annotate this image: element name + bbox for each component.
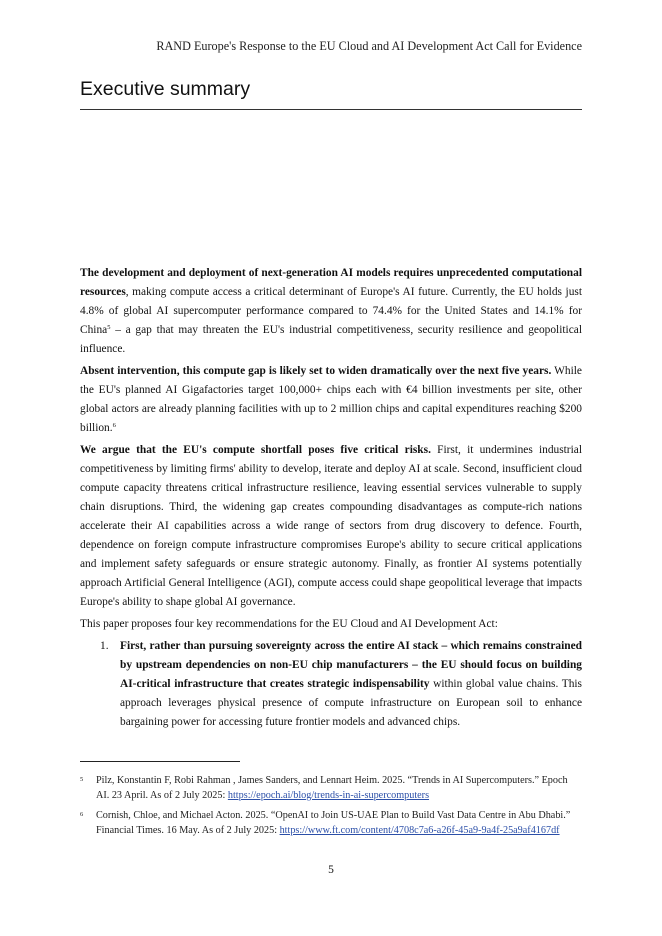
paragraph-text: First, it undermines industrial competitiveness by limiting firms' ability to develop, iterate and deploy AI at scale. Second, insufficient cloud compute capacity threatens critical infrastructure resilience, leaving essential services vulnerable to supply chain disruptions. Third, the widening gap creates compounding disadvantages as compute-rich nations accelerate their AI capabilities across a wide range of sectors from drug discovery to defence. Fourth, dependence on foreign compute infrastructure compromises Europe's ability to secure critical applications and implement safety safeguards or ensure strategic autonomy. Finally, as frontier AI systems potentially approach Artificial General Intelligence (AGI), compute access could shape geopolitical leverage that impacts Europe's ability to shape global AI governance. — [80, 444, 582, 608]
paragraph-lead: We argue that the EU's compute shortfall poses five critical risks. — [80, 444, 431, 456]
footnote-text: Cornish, Chloe, and Michael Acton. 2025. “OpenAI to Join US-UAE Plan to Build Vast Data Centre in Abu Dhabi.” Financial Times. 16 May. As of 2 July 2025: — [96, 810, 571, 836]
title-divider — [80, 109, 582, 110]
recommendations-intro: This paper proposes four key recommendations for the EU Cloud and AI Development Act: — [80, 618, 498, 630]
paragraph-lead: The development and deployment of next-generation AI models requires unprecedented computational resources — [80, 267, 582, 298]
footnotes — [80, 773, 582, 843]
footnote-5 — [80, 773, 582, 803]
footnote-text: Pilz, Konstantin F, Robi Rahman , James Sanders, and Lennart Heim. 2025. “Trends in AI Supercomputers.” Epoch AI. 23 April. As of 2 July 2025: — [96, 775, 568, 801]
footnote-divider — [80, 761, 240, 762]
paragraph-critical-risks — [80, 441, 582, 612]
recommendations-list — [80, 637, 582, 732]
paragraph-text: , making compute access a critical determinant of Europe's AI future. Currently, the EU holds just 4.8% of global AI supercomputer performance compared to 74.4% for the United States and 14.1% for China — [80, 286, 582, 336]
recommendation-text: within global value chains. This approach leverages physical presence of compute infrastructure on European soil to enhance bargaining power for accessing future frontier models and advanced chips. — [120, 678, 582, 728]
paragraph-text: While the EU's planned AI Gigafactories target 100,000+ chips each with €4 billion investments per site, other global actors are already planning facilities with up to 2 million chips and capital expenditures reaching $200 billion. — [80, 365, 582, 434]
footnote-number: 6 — [80, 811, 84, 818]
paragraph-lead: Absent intervention, this compute gap is likely set to widen dramatically over the next five years. — [80, 365, 552, 377]
footnote-link[interactable]: https://www.ft.com/content/4708c7a6-a26f-45a9-9a4f-25a9af4167df — [279, 825, 560, 836]
recommendation-item — [80, 637, 582, 732]
footnote-link[interactable]: https://epoch.ai/blog/trends-in-ai-supercomputers — [227, 790, 430, 801]
page-number: 5 — [328, 864, 334, 876]
footnote-ref-5[interactable]: 5 — [107, 324, 111, 331]
page-title: Executive summary — [80, 78, 251, 100]
footnote-6 — [80, 808, 582, 838]
paragraph-compute-resources — [80, 264, 582, 359]
paragraph-compute-gap — [80, 362, 582, 438]
paragraph-text: – a gap that may threaten the EU's industrial competitiveness, security resilience and geopolitical influence. — [80, 324, 582, 355]
recommendation-lead: First, rather than pursuing sovereignty across the entire AI stack – which remains constrained by upstream dependencies on non-EU chip manufacturers – the EU should focus on building AI-critical infrastructure that creates strategic indispensability — [120, 640, 582, 690]
running-head: RAND Europe's Response to the EU Cloud and AI Development Act Call for Evidence — [156, 39, 582, 53]
footnote-number: 5 — [80, 776, 84, 783]
recommendation-number: 1. — [100, 640, 109, 652]
footnote-ref-6[interactable]: 6 — [112, 422, 116, 429]
summary-body — [80, 264, 582, 732]
